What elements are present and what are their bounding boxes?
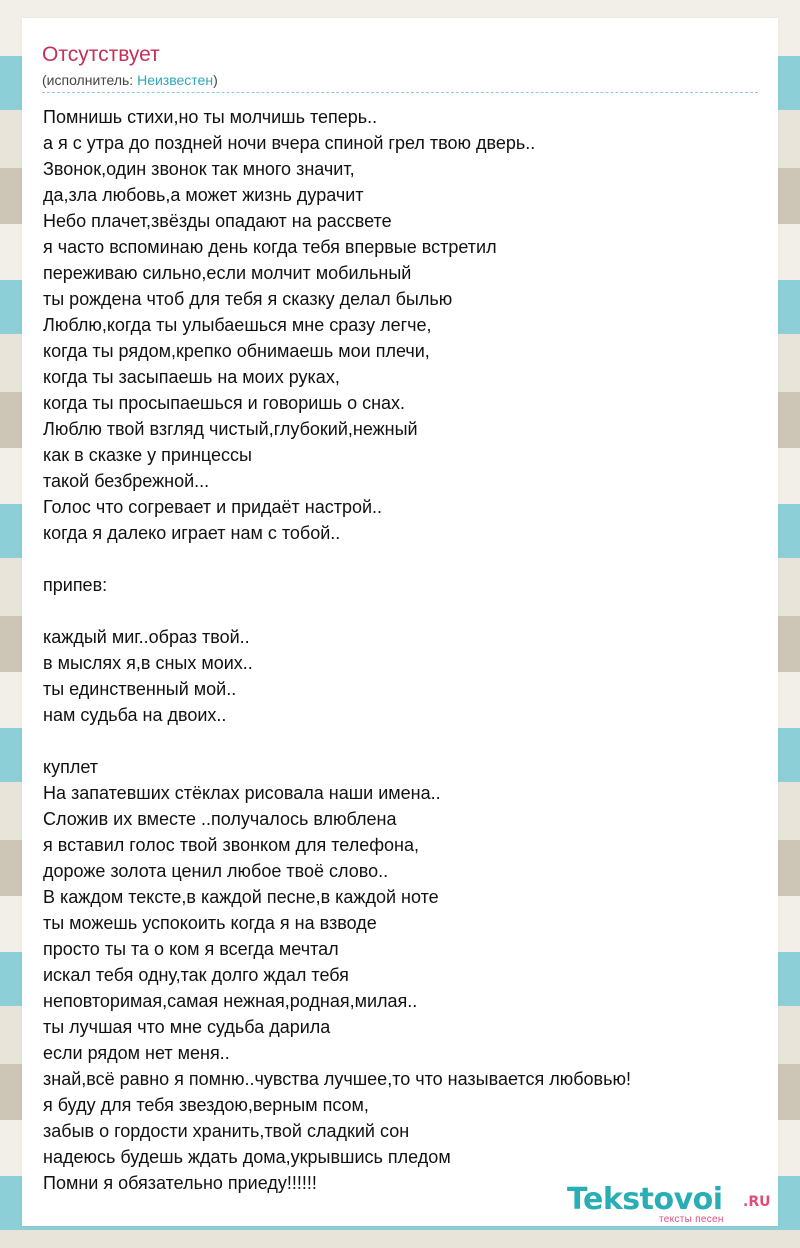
lyric-line: когда ты засыпаешь на моих руках, — [43, 367, 340, 387]
background-stripes-left — [0, 0, 22, 1248]
lyric-blank-line — [43, 728, 763, 754]
lyric-line: неповторимая,самая нежная,родная,милая.. — [43, 991, 418, 1011]
logo-domain: .RU — [743, 1194, 771, 1210]
lyric-line: такой безбрежной... — [43, 471, 210, 491]
lyric-line: ты лучшая что мне судьба дарила — [43, 1017, 331, 1037]
song-header — [42, 42, 758, 90]
lyric-line: В каждом тексте,в каждой песне,в каждой ноте — [43, 887, 439, 907]
header-divider — [42, 92, 758, 93]
lyric-line: Люблю твой взгляд чистый,глубокий,нежный — [43, 419, 418, 439]
lyrics-text — [43, 104, 763, 1196]
lyric-line: Голос что согревает и придаёт настрой.. — [43, 497, 383, 517]
lyric-line: я вставил голос твой звонком для телефона, — [43, 835, 419, 855]
logo-tagline: тексты песен — [659, 1214, 724, 1225]
lyric-line: искал тебя одну,так долго ждал тебя — [43, 965, 349, 985]
lyric-line: Небо плачет,звёзды опадают на рассвете — [43, 211, 392, 231]
lyric-line: Помни я обязательно приеду!!!!!! — [43, 1173, 317, 1193]
lyric-line: надеюсь будешь ждать дома,укрывшись пледом — [43, 1147, 451, 1167]
lyric-line: переживаю сильно,если молчит мобильный — [43, 263, 412, 283]
lyric-line: Сложив их вместе ..получалось влюблена — [43, 809, 397, 829]
lyric-line: куплет — [43, 757, 98, 777]
lyric-line: нам судьба на двоих.. — [43, 705, 227, 725]
lyric-line: когда я далеко играет нам с тобой.. — [43, 523, 341, 543]
lyrics-card — [22, 18, 778, 1226]
artist-line — [42, 70, 758, 90]
lyric-line: а я с утра до поздней ночи вчера спиной грел твою дверь.. — [43, 133, 536, 153]
lyric-line: я часто вспоминаю день когда тебя впервые встретил — [43, 237, 497, 257]
lyric-line: Люблю,когда ты улыбаешься мне сразу легче, — [43, 315, 432, 335]
lyric-line: когда ты рядом,крепко обнимаешь мои плечи, — [43, 341, 430, 361]
lyric-blank-line — [43, 598, 763, 624]
lyric-line: забыв о гордости хранить,твой сладкий сон — [43, 1121, 410, 1141]
artist-prefix: (исполнитель: — [42, 72, 138, 88]
lyric-line: знай,всё равно я помню..чувства лучшее,то что называется любовью! — [43, 1069, 631, 1089]
lyric-line: Помнишь стихи,но ты молчишь теперь.. — [43, 107, 378, 127]
lyric-line: На запатевших стёклах рисовала наши имена.. — [43, 783, 441, 803]
lyric-line: просто ты та о ком я всегда мечтал — [43, 939, 339, 959]
lyric-line: ты можешь успокоить когда я на взводе — [43, 913, 377, 933]
lyric-line: я буду для тебя звездою,верным псом, — [43, 1095, 369, 1115]
background-stripes-right — [778, 0, 800, 1248]
lyric-line: Звонок,один звонок так много значит, — [43, 159, 355, 179]
lyric-line: если рядом нет меня.. — [43, 1043, 230, 1063]
artist-link[interactable]: Неизвестен — [137, 72, 214, 88]
site-logo[interactable] — [567, 1180, 777, 1228]
lyric-line: припев: — [43, 575, 108, 595]
lyric-line: ты рождена чтоб для тебя я сказку делал былью — [43, 289, 453, 309]
lyric-line: да,зла любовь,а может жизнь дурачит — [43, 185, 364, 205]
lyric-line: когда ты просыпаешься и говоришь о снах. — [43, 393, 406, 413]
song-title: Отсутствует — [42, 43, 160, 66]
lyric-line: ты единственный мой.. — [43, 679, 237, 699]
lyric-line: в мыслях я,в сных моих.. — [43, 653, 253, 673]
artist-suffix: ) — [213, 72, 218, 88]
logo-wordmark: Tekstovoi — [567, 1182, 723, 1217]
lyric-blank-line — [43, 546, 763, 572]
lyric-line: каждый миг..образ твой.. — [43, 627, 250, 647]
lyric-line: как в сказке у принцессы — [43, 445, 252, 465]
lyric-line: дороже золота ценил любое твоё слово.. — [43, 861, 389, 881]
